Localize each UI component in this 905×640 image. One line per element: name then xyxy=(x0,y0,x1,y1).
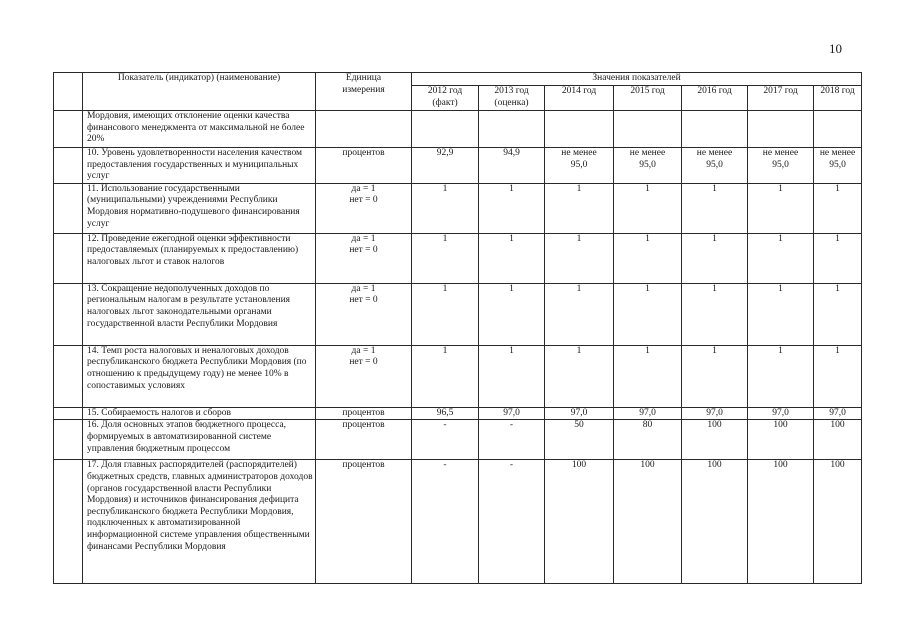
value-cell: 1 xyxy=(479,183,545,233)
indicator-name-cell: Мордовия, имеющих отклонение оценки качества финансового менеджмента от максимальной не более 20% xyxy=(83,111,316,148)
value-cell xyxy=(545,111,614,148)
row-blank-cell xyxy=(54,283,83,345)
indicators-table xyxy=(53,72,862,584)
value-cell: 1 xyxy=(545,183,614,233)
value-cell: 1 xyxy=(682,283,748,345)
value-cell: 100 xyxy=(748,420,814,460)
value-cell: 1 xyxy=(814,183,862,233)
indicator-name-cell: 11. Использование государственными (муниципальными) учреждениями Республики Мордовия нормативно-подушевого финансирования услуг xyxy=(83,183,316,233)
value-cell: 97,0 xyxy=(748,407,814,420)
value-cell: 92,9 xyxy=(412,148,479,184)
value-cell: 1 xyxy=(479,233,545,283)
unit-cell: процентов xyxy=(316,420,412,460)
table-row xyxy=(54,183,862,233)
header-year-2012: 2012 год (факт) xyxy=(412,86,479,111)
value-cell: 1 xyxy=(614,233,682,283)
value-cell: не менее 95,0 xyxy=(614,148,682,184)
value-cell xyxy=(412,111,479,148)
page-number: 10 xyxy=(829,41,842,56)
indicator-name-cell: 13. Сокращение недополученных доходов по региональным налогам в результате установления налоговых льгот законодательными органами государственной власти Республики Мордовия xyxy=(83,283,316,345)
header-year-2015: 2015 год xyxy=(614,86,682,111)
table-row xyxy=(54,420,862,460)
value-cell: 100 xyxy=(682,460,748,584)
indicator-name-cell: 16. Доля основных этапов бюджетного процесса, формируемых в автоматизированной системе управления бюджетным процессом xyxy=(83,420,316,460)
value-cell: 100 xyxy=(748,460,814,584)
indicator-name-cell: 10. Уровень удовлетворенности населения качеством предоставления государственных и муниципальных услуг xyxy=(83,148,316,184)
table-row xyxy=(54,148,862,184)
header-year-2017: 2017 год xyxy=(748,86,814,111)
value-cell: 1 xyxy=(748,233,814,283)
value-cell xyxy=(479,111,545,148)
value-cell: 100 xyxy=(814,420,862,460)
row-blank-cell xyxy=(54,460,83,584)
value-cell: 1 xyxy=(479,345,545,407)
value-cell: - xyxy=(412,460,479,584)
value-cell: 1 xyxy=(412,183,479,233)
table-row xyxy=(54,111,862,148)
value-cell: 80 xyxy=(614,420,682,460)
header-year-2016: 2016 год xyxy=(682,86,748,111)
value-cell: 1 xyxy=(682,345,748,407)
value-cell: 100 xyxy=(614,460,682,584)
value-cell: не менее 95,0 xyxy=(545,148,614,184)
indicator-name-cell: 14. Темп роста налоговых и неналоговых доходов республиканского бюджета Республики Мордовия (по отношению к предыдущему году) не менее 10% в сопоставимых условиях xyxy=(83,345,316,407)
header-year-2014: 2014 год xyxy=(545,86,614,111)
table-row xyxy=(54,283,862,345)
value-cell: 1 xyxy=(545,283,614,345)
indicator-name-cell: 17. Доля главных распорядителей (распорядителей) бюджетных средств, главных администраторов доходов (органов государственной власти Республики Мордовия) и источников финансирования дефицита республиканского бюджета Республики Мордовия, подключенных к автоматизированной информационной системе управления общественными финансами Республики Мордовия xyxy=(83,460,316,584)
header-values-group: Значения показателей xyxy=(412,73,862,86)
header-indicator: Показатель (индикатор) (наименование) xyxy=(83,73,316,111)
header-year-2013: 2013 год (оценка) xyxy=(479,86,545,111)
table-row xyxy=(54,407,862,420)
value-cell: 1 xyxy=(748,183,814,233)
unit-cell: да = 1 нет = 0 xyxy=(316,345,412,407)
value-cell xyxy=(814,111,862,148)
unit-cell: да = 1 нет = 0 xyxy=(316,183,412,233)
value-cell: 1 xyxy=(682,183,748,233)
value-cell xyxy=(748,111,814,148)
row-blank-cell xyxy=(54,345,83,407)
row-blank-cell xyxy=(54,111,83,148)
value-cell: 97,0 xyxy=(545,407,614,420)
value-cell: 1 xyxy=(412,283,479,345)
value-cell: 1 xyxy=(748,283,814,345)
value-cell: не менее 95,0 xyxy=(748,148,814,184)
value-cell: 50 xyxy=(545,420,614,460)
indicator-name-cell: 12. Проведение ежегодной оценки эффективности предоставляемых (планируемых к предоставлению) налоговых льгот и ставок налогов xyxy=(83,233,316,283)
indicator-name-cell: 15. Собираемость налогов и сборов xyxy=(83,407,316,420)
header-unit: Единица измерения xyxy=(316,73,412,111)
value-cell: 97,0 xyxy=(614,407,682,420)
value-cell: не менее 95,0 xyxy=(682,148,748,184)
value-cell: 100 xyxy=(545,460,614,584)
header-year-2018: 2018 год xyxy=(814,86,862,111)
value-cell: 1 xyxy=(479,283,545,345)
value-cell: 1 xyxy=(614,183,682,233)
row-blank-cell xyxy=(54,148,83,184)
unit-cell xyxy=(316,111,412,148)
header-blank-cell xyxy=(54,73,83,111)
value-cell: 1 xyxy=(682,233,748,283)
value-cell: 1 xyxy=(545,345,614,407)
value-cell: 100 xyxy=(682,420,748,460)
value-cell: - xyxy=(479,420,545,460)
value-cell xyxy=(682,111,748,148)
value-cell: 97,0 xyxy=(814,407,862,420)
value-cell xyxy=(614,111,682,148)
unit-cell: да = 1 нет = 0 xyxy=(316,233,412,283)
row-blank-cell xyxy=(54,233,83,283)
table-row xyxy=(54,345,862,407)
value-cell: - xyxy=(479,460,545,584)
value-cell: 1 xyxy=(814,233,862,283)
value-cell: не менее 95,0 xyxy=(814,148,862,184)
value-cell: 1 xyxy=(614,345,682,407)
value-cell: 97,0 xyxy=(682,407,748,420)
unit-cell: процентов xyxy=(316,460,412,584)
row-blank-cell xyxy=(54,407,83,420)
unit-cell: процентов xyxy=(316,407,412,420)
table-row xyxy=(54,233,862,283)
value-cell: - xyxy=(412,420,479,460)
table-row xyxy=(54,460,862,584)
value-cell: 94,9 xyxy=(479,148,545,184)
unit-cell: да = 1 нет = 0 xyxy=(316,283,412,345)
value-cell: 1 xyxy=(614,283,682,345)
value-cell: 96,5 xyxy=(412,407,479,420)
value-cell: 1 xyxy=(412,233,479,283)
value-cell: 1 xyxy=(814,345,862,407)
unit-cell: процентов xyxy=(316,148,412,184)
header-row xyxy=(54,73,862,86)
value-cell: 97,0 xyxy=(479,407,545,420)
value-cell: 1 xyxy=(545,233,614,283)
value-cell: 1 xyxy=(814,283,862,345)
row-blank-cell xyxy=(54,420,83,460)
value-cell: 1 xyxy=(748,345,814,407)
value-cell: 1 xyxy=(412,345,479,407)
value-cell: 100 xyxy=(814,460,862,584)
row-blank-cell xyxy=(54,183,83,233)
